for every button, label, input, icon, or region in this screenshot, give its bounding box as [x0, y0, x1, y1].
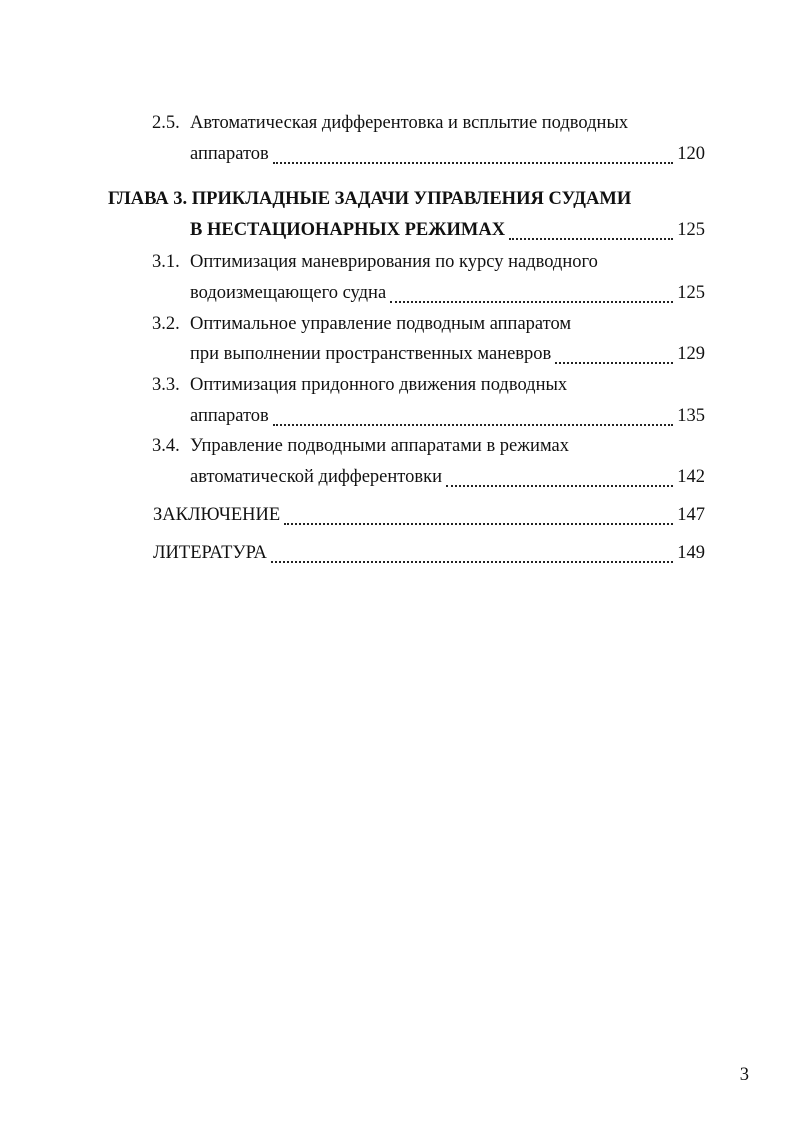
- toc-page-number: 149: [677, 543, 705, 563]
- toc-entry-number: 3.1.: [152, 252, 180, 272]
- toc-entry-text: автоматической дифферентовки: [190, 467, 442, 487]
- toc-entry-text: аппаратов: [190, 144, 269, 164]
- toc-entry-3-4-leader: [190, 466, 705, 488]
- toc-entry-conclusion: [153, 504, 705, 526]
- toc-entry-3-1-title: [152, 251, 598, 273]
- toc-entry-text: аппаратов: [190, 406, 269, 426]
- toc-entry-text: при выполнении пространственных маневров: [190, 344, 552, 364]
- dot-leader: [509, 226, 673, 240]
- dot-leader: [273, 412, 673, 426]
- toc-entry-2-5-leader: [190, 143, 705, 165]
- chapter-heading-text: ГЛАВА 3. ПРИКЛАДНЫЕ ЗАДАЧИ УПРАВЛЕНИЯ СУДАМИ: [108, 189, 632, 209]
- dot-leader: [284, 511, 673, 525]
- toc-entry-3-2-title: [152, 313, 571, 335]
- chapter-heading-text: В НЕСТАЦИОНАРНЫХ РЕЖИМАХ: [190, 220, 506, 240]
- toc-entry-3-4-title: [152, 435, 569, 457]
- dot-leader: [390, 289, 673, 303]
- toc-page-number: 125: [677, 283, 705, 303]
- toc-entry-number: 3.3.: [152, 375, 180, 395]
- toc-entry-number: 3.4.: [152, 436, 180, 456]
- toc-chapter-3-leader: [190, 219, 705, 241]
- toc-entry-text: водоизмещающего судна: [190, 283, 387, 303]
- toc-entry-3-1-leader: [190, 282, 705, 304]
- dot-leader: [446, 473, 673, 487]
- toc-page-number: 129: [677, 344, 705, 364]
- toc-page-number: 135: [677, 406, 705, 426]
- toc-entry-3-2-leader: [190, 343, 705, 365]
- toc-entry-text: Автоматическая дифферентовка и всплытие подводных: [190, 113, 629, 133]
- toc-page-number: 125: [677, 220, 705, 240]
- toc-page-number: 147: [677, 505, 705, 525]
- toc-entry-3-3-title: [152, 374, 567, 396]
- toc-entry-text: ЗАКЛЮЧЕНИЕ: [153, 505, 281, 525]
- toc-entry-number: 2.5.: [152, 113, 180, 133]
- toc-page-number: 142: [677, 467, 705, 487]
- toc-entry-text: Оптимальное управление подводным аппаратом: [190, 314, 572, 334]
- toc-entry-literature: [153, 542, 705, 564]
- dot-leader: [273, 150, 673, 164]
- toc-entry-text: Оптимизация маневрирования по курсу надводного: [190, 252, 598, 272]
- toc-entry-number: 3.2.: [152, 314, 180, 334]
- toc-entry-text: Управление подводными аппаратами в режимах: [190, 436, 569, 456]
- toc-entry-3-3-leader: [190, 405, 705, 427]
- toc-chapter-3-title: [108, 188, 631, 210]
- toc-entry-text: Оптимизация придонного движения подводных: [190, 375, 568, 395]
- dot-leader: [555, 350, 673, 364]
- toc-page-number: 120: [677, 144, 705, 164]
- toc-entry-2-5-title: [152, 112, 628, 134]
- dot-leader: [271, 549, 673, 563]
- toc-entry-text: ЛИТЕРАТУРА: [153, 543, 267, 563]
- page-number: 3: [739, 1065, 749, 1085]
